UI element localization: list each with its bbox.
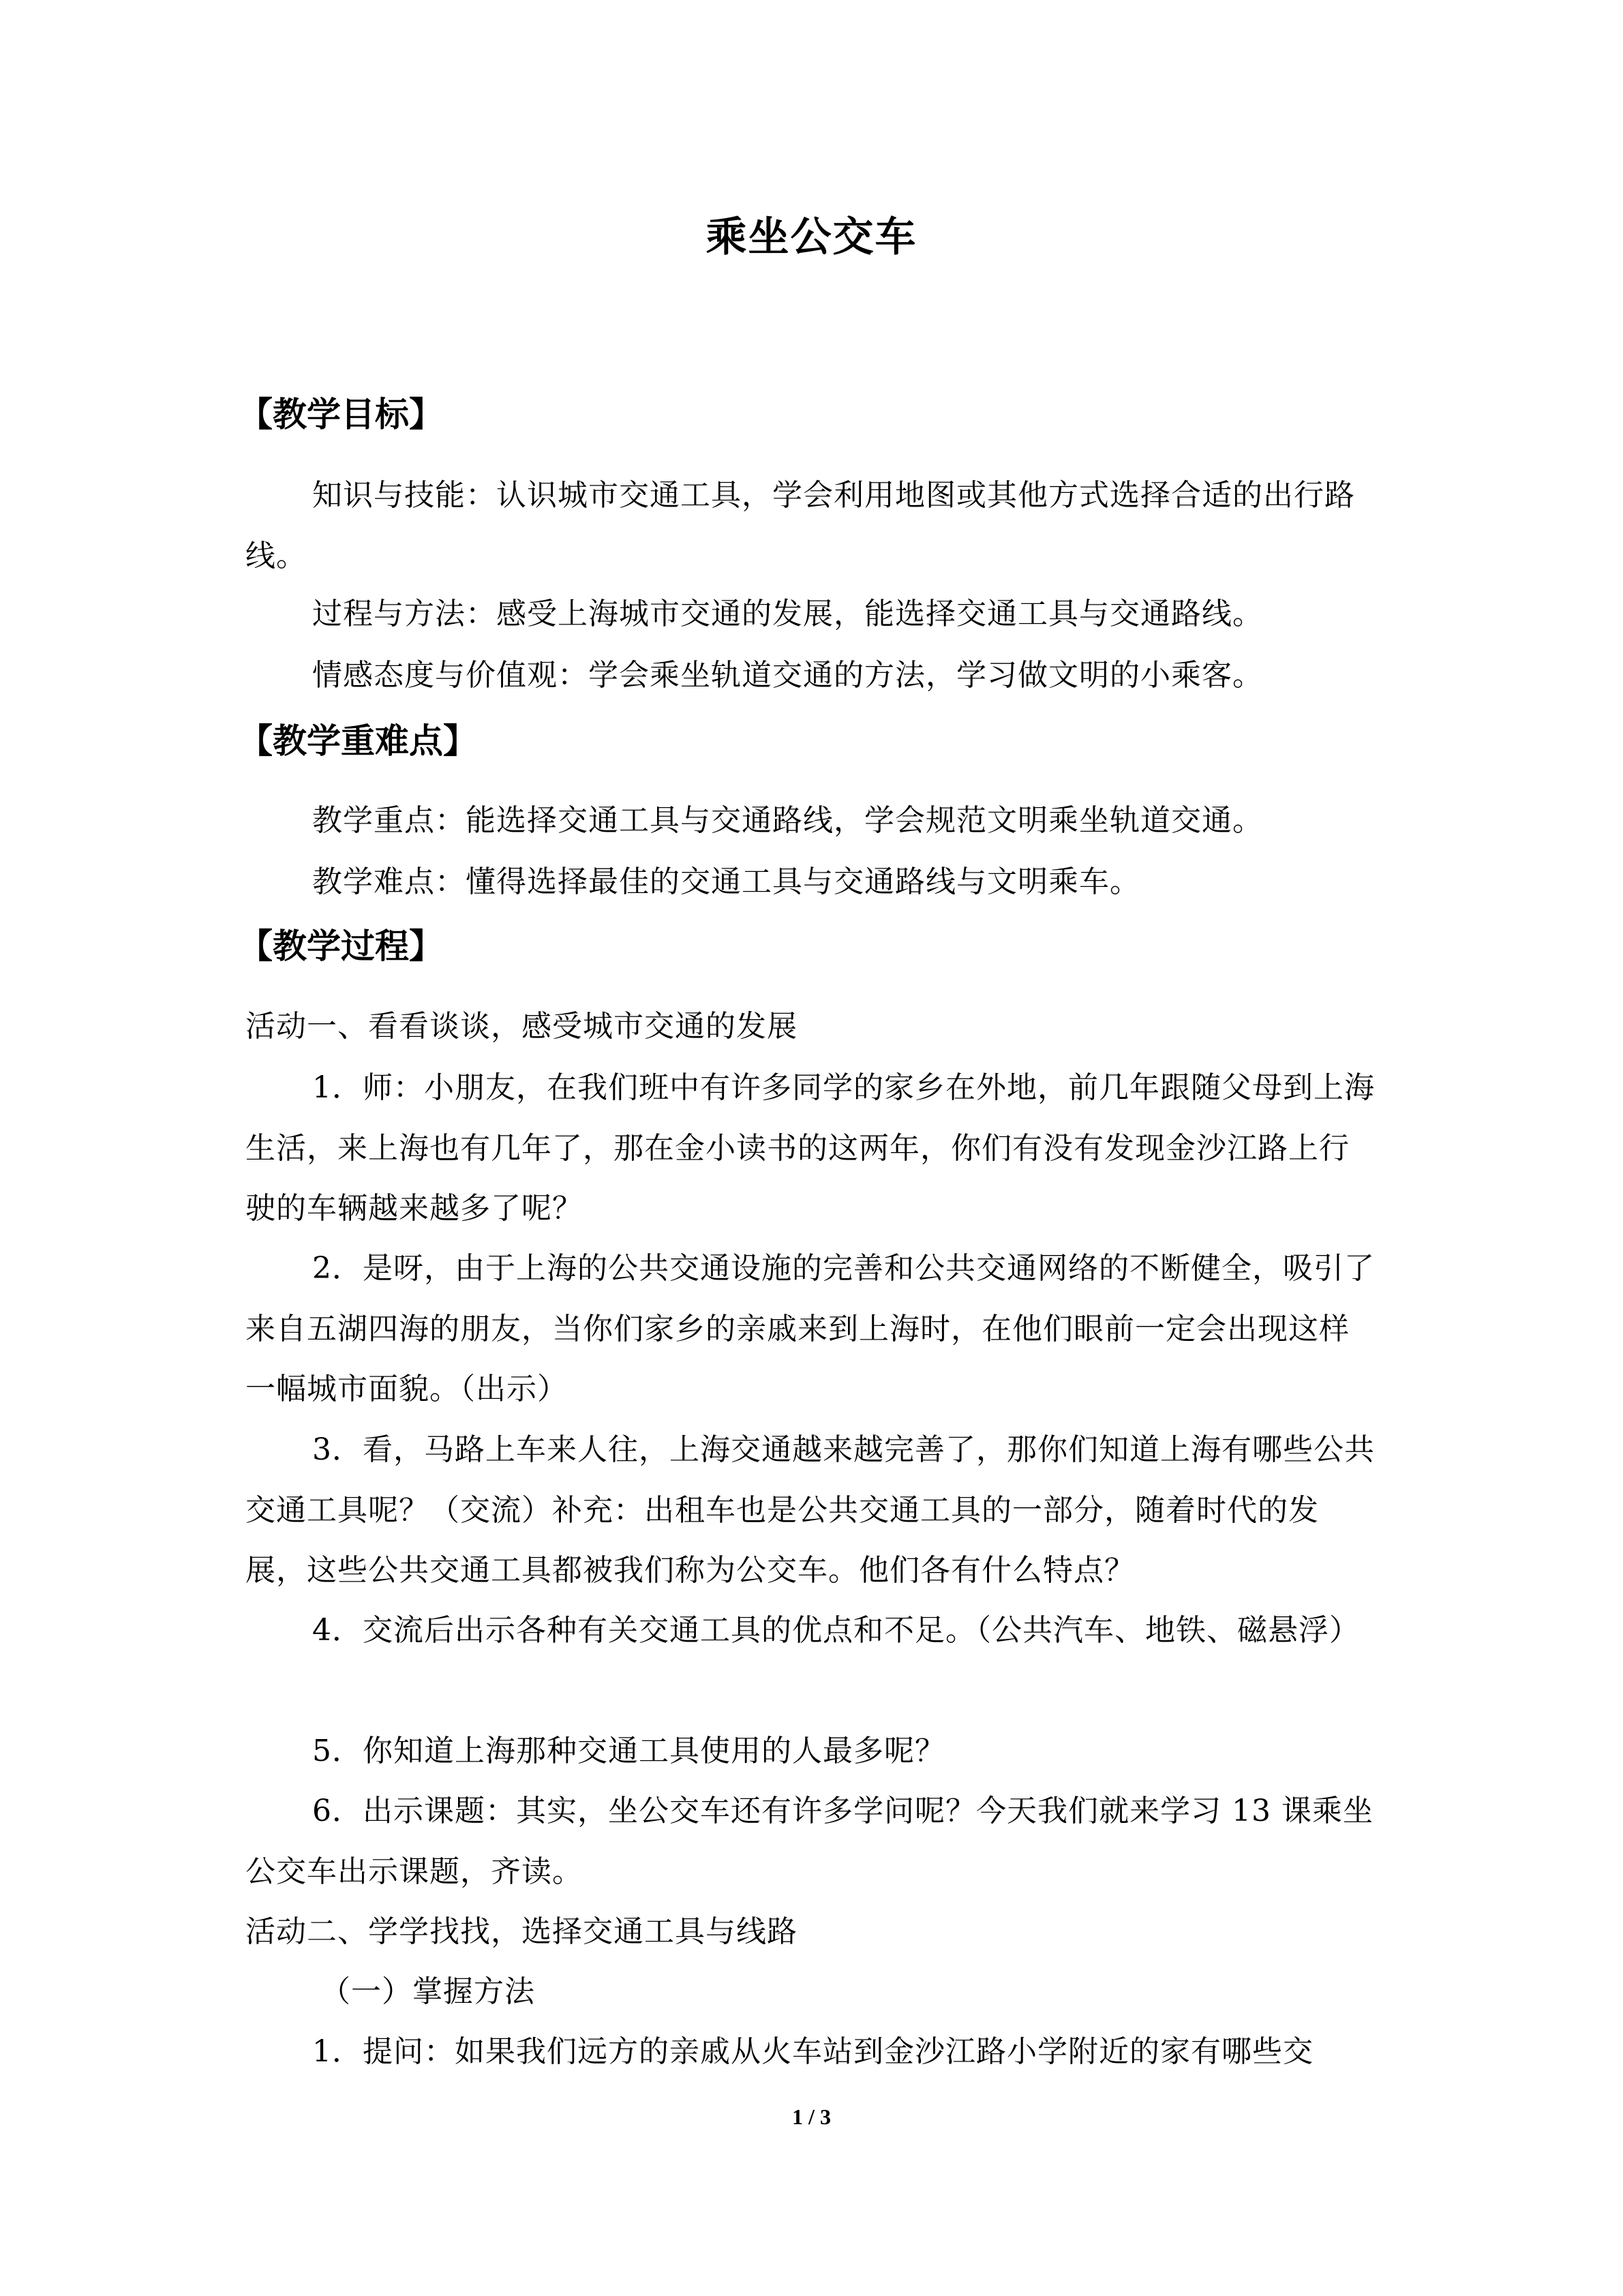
objective-attitude: 情感态度与价值观：学会乘坐轨道交通的方法，学习做文明的小乘客。 [312, 658, 1263, 693]
objective-knowledge: 知识与技能：认识城市交通工具，学会利用地图或其他方式选择合适的出行路线。 [245, 478, 1355, 573]
activity-1-step-4: 4．交流后出示各种有关交通工具的优点和不足。（公共汽车、地铁、磁悬浮） [312, 1613, 1360, 1648]
key-point-difficulty: 教学难点：懂得选择最佳的交通工具与交通路线与文明乘车。 [312, 864, 1140, 899]
activity-1-step-1: 1．师：小朋友，在我们班中有许多同学的家乡在外地，前几年跟随父母到上海生活，来上海也有几年了，那在金小读书的这两年，你们有没有发现金沙江路上行驶的车辆越来越多了呢？ [245, 1070, 1375, 1226]
section-heading-objectives: 【教学目标】 [239, 395, 443, 434]
page-number: 1 / 3 [792, 2104, 831, 2129]
activity-1-step-2: 2．是呀，由于上海的公共交通设施的完善和公共交通网络的不断健全，吸引了来自五湖四海的朋友，当你们家乡的亲戚来到上海时，在他们眼前一定会出现这样一幅城市面貌。（出示） [245, 1251, 1375, 1406]
objective-process: 过程与方法：感受上海城市交通的发展，能选择交通工具与交通路线。 [312, 596, 1263, 631]
activity-1-step-5: 5．你知道上海那种交通工具使用的人最多呢？ [312, 1734, 945, 1768]
activity-2-title: 活动二、学学找找，选择交通工具与线路 [245, 1914, 798, 1949]
activity-1-step-3: 3．看，马路上车来人往，上海交通越来越完善了，那你们知道上海有哪些公共交通工具呢？（交流）补充：出租车也是公共交通工具的一部分，随着时代的发展，这些公共交通工具都被我们称为公交车。他们各有什么特点？ [245, 1432, 1375, 1588]
activity-1-step-6: 6．出示课题：其实，坐公交车还有许多学问呢？今天我们就来学习 13 课乘坐公交车出示课题，齐读。 [245, 1794, 1374, 1889]
activity-1-title: 活动一、看看谈谈，感受城市交通的发展 [245, 1009, 798, 1044]
page-title: 乘坐公交车 [706, 213, 917, 261]
key-point-focus: 教学重点：能选择交通工具与交通路线，学会规范文明乘坐轨道交通。 [312, 803, 1263, 838]
activity-2-subheading: （一）掌握方法 [320, 1974, 535, 2009]
section-heading-process: 【教学过程】 [239, 926, 443, 966]
section-heading-key-points: 【教学重难点】 [239, 721, 477, 761]
activity-2-step-1: 1．提问：如果我们远方的亲戚从火车站到金沙江路小学附近的家有哪些交 [312, 2034, 1314, 2069]
